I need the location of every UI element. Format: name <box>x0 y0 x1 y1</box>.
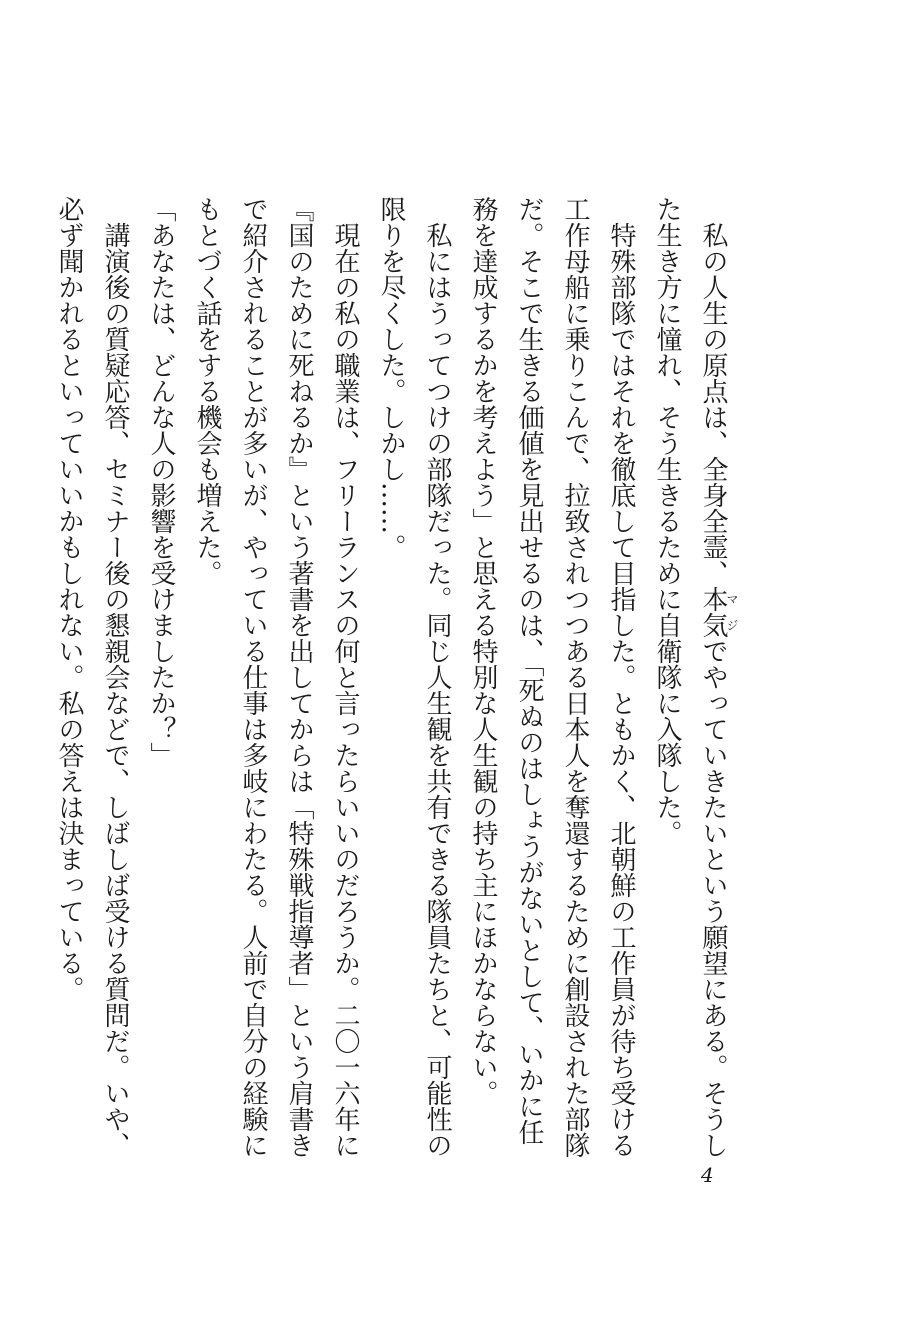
paragraph-1-text-after: でやっていきたいという願望にある。そうした生き方に憧れ、そう生きるために自衛隊に入隊した。 <box>652 196 728 1158</box>
ruby-base: 本気 <box>698 586 728 638</box>
ruby-majii <box>698 586 739 638</box>
paragraph-3: 私にはうってつけの部隊だった。同じ人生観を共有できる隊員たちと、可能性の限りを尽くした。しかし……。 <box>376 196 452 1158</box>
paragraph-2: 特殊部隊ではそれを徹底して目指した。ともかく、北朝鮮の工作員が待ち受ける工作母船に乗りこんで、拉致されつつある日本人を奪還するために創設された部隊だ。そこで生きる価値を見出せるのは、「死ぬのはしょうがないとして、いかに任務を達成するかを考えよう」と思える特別な人生観の持ち主にほかならない。 <box>468 196 636 1158</box>
paragraph-1 <box>644 196 738 1158</box>
page-number: 4 <box>701 1163 714 1187</box>
paragraph-1-text-before: 私の人生の原点は、全身全霊、 <box>698 222 728 586</box>
paragraph-5-quote: 「あなたは、どんな人の影響を受けましたか？」 <box>146 196 176 768</box>
paragraph-4: 現在の私の職業は、フリーランスの何と言ったらいいのだろうか。二〇一六年に『国のために死ねるか』という著書を出してからは「特殊戦指導者」という肩書きで紹介されることが多いが、やっている仕事は多岐にわたる。人前で自分の経験にもとづく話をする機会も増えた。 <box>192 196 360 1158</box>
paragraph-6: 講演後の質疑応答、セミナー後の懇親会などで、しばしば受ける質問だ。いや、必ず聞かれるといっていいかもしれない。私の答えは決まっている。 <box>54 196 130 1158</box>
body-text <box>54 196 739 1158</box>
ruby-reading: マジ <box>725 586 739 638</box>
